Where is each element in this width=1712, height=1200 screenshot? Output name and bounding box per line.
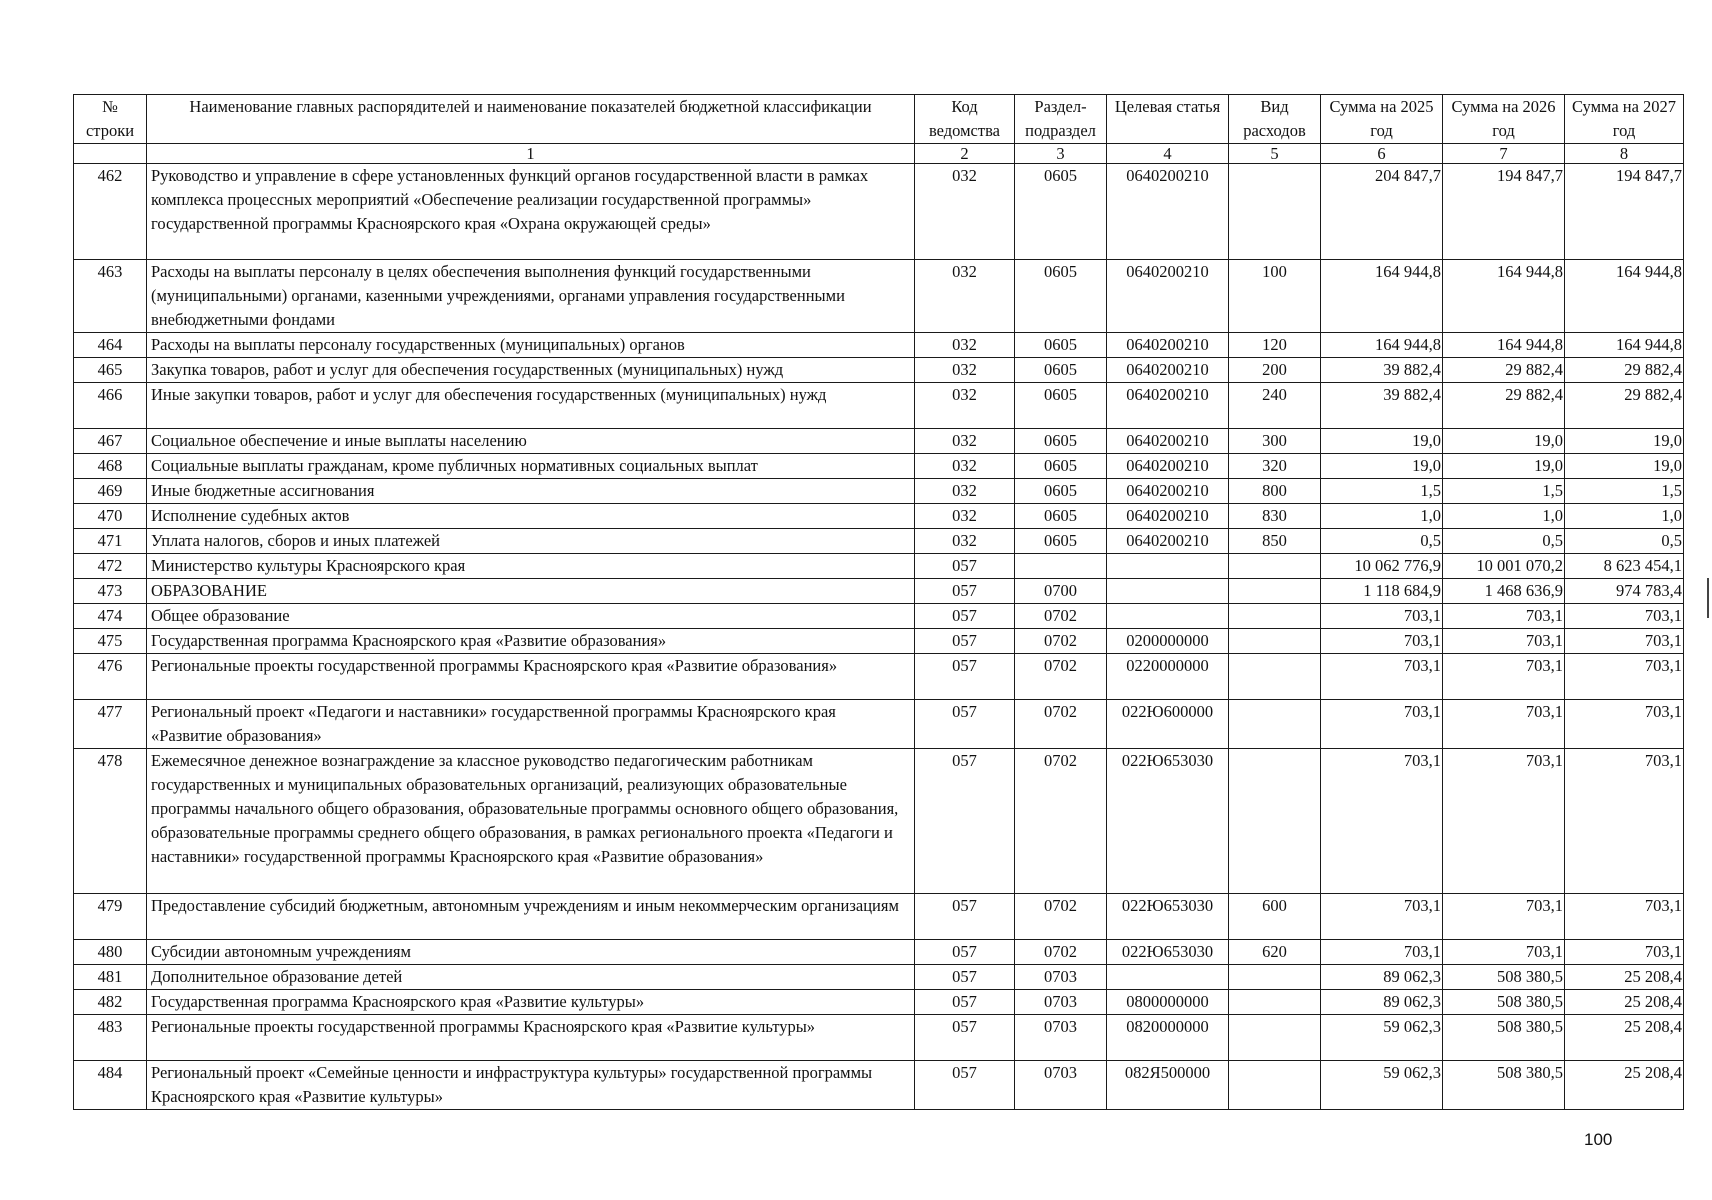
department-code: 057 — [915, 654, 1015, 700]
department-code: 032 — [915, 429, 1015, 454]
section-code: 0702 — [1015, 700, 1107, 749]
sum-2025: 19,0 — [1321, 429, 1443, 454]
table-row — [74, 429, 1684, 454]
table-row — [74, 579, 1684, 604]
column-number: 8 — [1565, 144, 1684, 164]
row-number: 483 — [74, 1015, 147, 1061]
sum-2025: 703,1 — [1321, 894, 1443, 940]
table-row — [74, 358, 1684, 383]
sum-2025: 59 062,3 — [1321, 1061, 1443, 1110]
expense-type: 620 — [1229, 940, 1321, 965]
row-number: 472 — [74, 554, 147, 579]
sum-2027: 8 623 454,1 — [1565, 554, 1684, 579]
department-code: 057 — [915, 554, 1015, 579]
expense-type — [1229, 579, 1321, 604]
sum-2025: 0,5 — [1321, 529, 1443, 554]
target-article: 0640200210 — [1107, 383, 1229, 429]
section-code: 0703 — [1015, 1015, 1107, 1061]
department-code: 057 — [915, 894, 1015, 940]
target-article: 082Я500000 — [1107, 1061, 1229, 1110]
sum-2026: 703,1 — [1443, 749, 1565, 894]
sum-2025: 59 062,3 — [1321, 1015, 1443, 1061]
row-number: 473 — [74, 579, 147, 604]
row-number: 477 — [74, 700, 147, 749]
sum-2027: 29 882,4 — [1565, 383, 1684, 429]
sum-2025: 1,5 — [1321, 479, 1443, 504]
header-sum-2026: Сумма на 2026 год — [1443, 95, 1565, 144]
row-number: 469 — [74, 479, 147, 504]
sum-2027: 703,1 — [1565, 940, 1684, 965]
table-row — [74, 454, 1684, 479]
row-number: 475 — [74, 629, 147, 654]
department-code: 032 — [915, 504, 1015, 529]
section-code: 0700 — [1015, 579, 1107, 604]
row-name: Расходы на выплаты персоналу государственных (муниципальных) органов — [147, 333, 915, 358]
expense-type — [1229, 654, 1321, 700]
expense-type — [1229, 604, 1321, 629]
table-row — [74, 629, 1684, 654]
table-row — [74, 940, 1684, 965]
section-code: 0702 — [1015, 749, 1107, 894]
sum-2025: 703,1 — [1321, 629, 1443, 654]
sum-2027: 703,1 — [1565, 700, 1684, 749]
department-code: 032 — [915, 529, 1015, 554]
department-code: 057 — [915, 990, 1015, 1015]
table-row — [74, 1061, 1684, 1110]
target-article — [1107, 554, 1229, 579]
table-row — [74, 164, 1684, 260]
sum-2026: 703,1 — [1443, 940, 1565, 965]
row-name: Социальные выплаты гражданам, кроме публичных нормативных социальных выплат — [147, 454, 915, 479]
section-code: 0605 — [1015, 164, 1107, 260]
sum-2026: 703,1 — [1443, 629, 1565, 654]
section-code: 0605 — [1015, 479, 1107, 504]
column-number: 7 — [1443, 144, 1565, 164]
table-row — [74, 383, 1684, 429]
target-article: 022Ю653030 — [1107, 894, 1229, 940]
section-code: 0702 — [1015, 604, 1107, 629]
sum-2025: 703,1 — [1321, 940, 1443, 965]
header-name: Наименование главных распорядителей и наименование показателей бюджетной классификации — [147, 95, 915, 144]
sum-2027: 25 208,4 — [1565, 1061, 1684, 1110]
header-expense-type: Вид расходов — [1229, 95, 1321, 144]
department-code: 032 — [915, 260, 1015, 333]
section-code: 0605 — [1015, 260, 1107, 333]
row-number: 476 — [74, 654, 147, 700]
sum-2026: 1 468 636,9 — [1443, 579, 1565, 604]
target-article — [1107, 604, 1229, 629]
sum-2027: 194 847,7 — [1565, 164, 1684, 260]
header-section: Раздел-подраздел — [1015, 95, 1107, 144]
row-name: Закупка товаров, работ и услуг для обеспечения государственных (муниципальных) нужд — [147, 358, 915, 383]
sum-2027: 25 208,4 — [1565, 990, 1684, 1015]
department-code: 032 — [915, 454, 1015, 479]
expense-type — [1229, 629, 1321, 654]
department-code: 032 — [915, 479, 1015, 504]
row-number: 480 — [74, 940, 147, 965]
row-number: 462 — [74, 164, 147, 260]
sum-2025: 89 062,3 — [1321, 965, 1443, 990]
sum-2027: 19,0 — [1565, 454, 1684, 479]
sum-2025: 703,1 — [1321, 749, 1443, 894]
target-article: 0640200210 — [1107, 358, 1229, 383]
department-code: 057 — [915, 629, 1015, 654]
department-code: 032 — [915, 333, 1015, 358]
sum-2025: 204 847,7 — [1321, 164, 1443, 260]
sum-2027: 25 208,4 — [1565, 1015, 1684, 1061]
row-number: 478 — [74, 749, 147, 894]
table-row — [74, 1015, 1684, 1061]
table-row — [74, 604, 1684, 629]
row-number: 471 — [74, 529, 147, 554]
department-code: 032 — [915, 383, 1015, 429]
column-number-row — [74, 144, 1684, 164]
row-name: Государственная программа Красноярского края «Развитие образования» — [147, 629, 915, 654]
table-row — [74, 965, 1684, 990]
row-number: 467 — [74, 429, 147, 454]
section-code: 0605 — [1015, 333, 1107, 358]
row-number: 466 — [74, 383, 147, 429]
expense-type — [1229, 700, 1321, 749]
row-name: Уплата налогов, сборов и иных платежей — [147, 529, 915, 554]
table-row — [74, 333, 1684, 358]
sum-2027: 974 783,4 — [1565, 579, 1684, 604]
expense-type: 120 — [1229, 333, 1321, 358]
target-article: 0640200210 — [1107, 260, 1229, 333]
sum-2025: 1 118 684,9 — [1321, 579, 1443, 604]
department-code: 057 — [915, 579, 1015, 604]
target-article: 0640200210 — [1107, 164, 1229, 260]
expense-type: 300 — [1229, 429, 1321, 454]
sum-2025: 703,1 — [1321, 700, 1443, 749]
table-row — [74, 700, 1684, 749]
expense-type: 240 — [1229, 383, 1321, 429]
target-article: 022Ю600000 — [1107, 700, 1229, 749]
sum-2025: 164 944,8 — [1321, 333, 1443, 358]
column-number: 4 — [1107, 144, 1229, 164]
row-name: Общее образование — [147, 604, 915, 629]
row-number: 463 — [74, 260, 147, 333]
budget-table — [73, 94, 1684, 1110]
sum-2026: 0,5 — [1443, 529, 1565, 554]
target-article — [1107, 579, 1229, 604]
row-name: Региональный проект «Семейные ценности и инфраструктура культуры» государственной программы Красноярского края «Развитие культуры» — [147, 1061, 915, 1110]
sum-2026: 703,1 — [1443, 700, 1565, 749]
sum-2027: 25 208,4 — [1565, 965, 1684, 990]
expense-type — [1229, 164, 1321, 260]
sum-2026: 508 380,5 — [1443, 990, 1565, 1015]
target-article: 022Ю653030 — [1107, 940, 1229, 965]
target-article: 0220000000 — [1107, 654, 1229, 700]
sum-2026: 29 882,4 — [1443, 383, 1565, 429]
sum-2027: 164 944,8 — [1565, 333, 1684, 358]
sum-2027: 703,1 — [1565, 749, 1684, 894]
sum-2025: 703,1 — [1321, 654, 1443, 700]
sum-2027: 0,5 — [1565, 529, 1684, 554]
header-target-article: Целевая статья — [1107, 95, 1229, 144]
row-number: 482 — [74, 990, 147, 1015]
section-code: 0605 — [1015, 454, 1107, 479]
row-name: Расходы на выплаты персоналу в целях обеспечения выполнения функций государственными (муниципальными) органами, казенными учреждениями, органами управления государственными внебюджетными фондами — [147, 260, 915, 333]
department-code: 032 — [915, 164, 1015, 260]
expense-type: 830 — [1229, 504, 1321, 529]
sum-2025: 39 882,4 — [1321, 358, 1443, 383]
row-number: 470 — [74, 504, 147, 529]
sum-2026: 194 847,7 — [1443, 164, 1565, 260]
sum-2026: 10 001 070,2 — [1443, 554, 1565, 579]
section-code: 0605 — [1015, 358, 1107, 383]
row-number: 474 — [74, 604, 147, 629]
column-number: 3 — [1015, 144, 1107, 164]
sum-2026: 19,0 — [1443, 429, 1565, 454]
column-number: 2 — [915, 144, 1015, 164]
sum-2026: 703,1 — [1443, 654, 1565, 700]
row-name: Министерство культуры Красноярского края — [147, 554, 915, 579]
row-name: Социальное обеспечение и иные выплаты населению — [147, 429, 915, 454]
section-code: 0605 — [1015, 504, 1107, 529]
department-code: 032 — [915, 358, 1015, 383]
department-code: 057 — [915, 965, 1015, 990]
header-row-number: № строки — [74, 95, 147, 144]
department-code: 057 — [915, 604, 1015, 629]
expense-type — [1229, 965, 1321, 990]
target-article: 0640200210 — [1107, 333, 1229, 358]
sum-2025: 1,0 — [1321, 504, 1443, 529]
row-name: Субсидии автономным учреждениям — [147, 940, 915, 965]
sum-2027: 703,1 — [1565, 894, 1684, 940]
row-number: 479 — [74, 894, 147, 940]
target-article: 0640200210 — [1107, 429, 1229, 454]
row-name: Региональные проекты государственной программы Красноярского края «Развитие образования» — [147, 654, 915, 700]
target-article: 022Ю653030 — [1107, 749, 1229, 894]
table-row — [74, 479, 1684, 504]
sum-2026: 1,0 — [1443, 504, 1565, 529]
row-name: Иные закупки товаров, работ и услуг для обеспечения государственных (муниципальных) нужд — [147, 383, 915, 429]
row-name: Государственная программа Красноярского края «Развитие культуры» — [147, 990, 915, 1015]
table-row — [74, 529, 1684, 554]
row-number: 465 — [74, 358, 147, 383]
row-number: 464 — [74, 333, 147, 358]
expense-type — [1229, 749, 1321, 894]
row-number: 484 — [74, 1061, 147, 1110]
row-number: 481 — [74, 965, 147, 990]
target-article: 0640200210 — [1107, 504, 1229, 529]
section-code — [1015, 554, 1107, 579]
row-name: Предоставление субсидий бюджетным, автономным учреждениям и иным некоммерческим организациям — [147, 894, 915, 940]
column-number: 1 — [147, 144, 915, 164]
section-code: 0702 — [1015, 940, 1107, 965]
target-article: 0800000000 — [1107, 990, 1229, 1015]
sum-2026: 703,1 — [1443, 604, 1565, 629]
department-code: 057 — [915, 700, 1015, 749]
sum-2027: 29 882,4 — [1565, 358, 1684, 383]
department-code: 057 — [915, 1061, 1015, 1110]
row-name: Исполнение судебных актов — [147, 504, 915, 529]
sum-2026: 29 882,4 — [1443, 358, 1565, 383]
sum-2026: 508 380,5 — [1443, 1061, 1565, 1110]
table-row — [74, 260, 1684, 333]
table-row — [74, 654, 1684, 700]
sum-2027: 1,0 — [1565, 504, 1684, 529]
expense-type: 320 — [1229, 454, 1321, 479]
table-row — [74, 990, 1684, 1015]
row-name: Региональные проекты государственной программы Красноярского края «Развитие культуры» — [147, 1015, 915, 1061]
sum-2027: 703,1 — [1565, 604, 1684, 629]
page-number: 100 — [1584, 1130, 1613, 1149]
row-name: Дополнительное образование детей — [147, 965, 915, 990]
row-name: Иные бюджетные ассигнования — [147, 479, 915, 504]
section-code: 0605 — [1015, 429, 1107, 454]
table-row — [74, 504, 1684, 529]
header-row — [74, 95, 1684, 144]
table-row — [74, 749, 1684, 894]
sum-2026: 508 380,5 — [1443, 1015, 1565, 1061]
sum-2026: 508 380,5 — [1443, 965, 1565, 990]
sum-2025: 703,1 — [1321, 604, 1443, 629]
section-code: 0703 — [1015, 990, 1107, 1015]
header-department-code: Код ведомства — [915, 95, 1015, 144]
expense-type: 800 — [1229, 479, 1321, 504]
expense-type — [1229, 554, 1321, 579]
expense-type — [1229, 990, 1321, 1015]
expense-type — [1229, 1015, 1321, 1061]
section-code: 0703 — [1015, 1061, 1107, 1110]
header-sum-2027: Сумма на 2027 год — [1565, 95, 1684, 144]
row-name: Руководство и управление в сфере установленных функций органов государственной власти в рамках комплекса процессных мероприятий «Обеспечение реализации государственной программы» государственной программы Красноярского края «Охрана окружающей среды» — [147, 164, 915, 260]
sum-2026: 164 944,8 — [1443, 260, 1565, 333]
target-article: 0640200210 — [1107, 529, 1229, 554]
target-article: 0200000000 — [1107, 629, 1229, 654]
sum-2025: 10 062 776,9 — [1321, 554, 1443, 579]
row-name: Региональный проект «Педагоги и наставники» государственной программы Красноярского края «Развитие образования» — [147, 700, 915, 749]
expense-type: 850 — [1229, 529, 1321, 554]
margin-mark — [1707, 578, 1709, 618]
row-number: 468 — [74, 454, 147, 479]
column-number: 6 — [1321, 144, 1443, 164]
sum-2025: 39 882,4 — [1321, 383, 1443, 429]
sum-2026: 703,1 — [1443, 894, 1565, 940]
sum-2026: 164 944,8 — [1443, 333, 1565, 358]
section-code: 0702 — [1015, 654, 1107, 700]
department-code: 057 — [915, 940, 1015, 965]
expense-type: 600 — [1229, 894, 1321, 940]
sum-2025: 89 062,3 — [1321, 990, 1443, 1015]
row-name: ОБРАЗОВАНИЕ — [147, 579, 915, 604]
department-code: 057 — [915, 1015, 1015, 1061]
expense-type: 100 — [1229, 260, 1321, 333]
section-code: 0702 — [1015, 894, 1107, 940]
sum-2025: 164 944,8 — [1321, 260, 1443, 333]
target-article — [1107, 965, 1229, 990]
sum-2027: 1,5 — [1565, 479, 1684, 504]
target-article: 0640200210 — [1107, 454, 1229, 479]
section-code: 0605 — [1015, 529, 1107, 554]
column-number: 5 — [1229, 144, 1321, 164]
section-code: 0703 — [1015, 965, 1107, 990]
header-sum-2025: Сумма на 2025 год — [1321, 95, 1443, 144]
column-number — [74, 144, 147, 164]
department-code: 057 — [915, 749, 1015, 894]
section-code: 0605 — [1015, 383, 1107, 429]
sum-2027: 703,1 — [1565, 654, 1684, 700]
sum-2027: 19,0 — [1565, 429, 1684, 454]
sum-2027: 164 944,8 — [1565, 260, 1684, 333]
sum-2027: 703,1 — [1565, 629, 1684, 654]
row-name: Ежемесячное денежное вознаграждение за классное руководство педагогическим работникам государственных и муниципальных образовательных организаций, реализующих образовательные программы начального общего образования, образовательные программы основного общего образования, образовательные программы среднего общего образования, в рамках регионального проекта «Педагоги и наставники» государственной программы Красноярского края «Развитие образования» — [147, 749, 915, 894]
table-row — [74, 894, 1684, 940]
target-article: 0820000000 — [1107, 1015, 1229, 1061]
table-row — [74, 554, 1684, 579]
sum-2025: 19,0 — [1321, 454, 1443, 479]
target-article: 0640200210 — [1107, 479, 1229, 504]
sum-2026: 1,5 — [1443, 479, 1565, 504]
expense-type: 200 — [1229, 358, 1321, 383]
expense-type — [1229, 1061, 1321, 1110]
section-code: 0702 — [1015, 629, 1107, 654]
sum-2026: 19,0 — [1443, 454, 1565, 479]
